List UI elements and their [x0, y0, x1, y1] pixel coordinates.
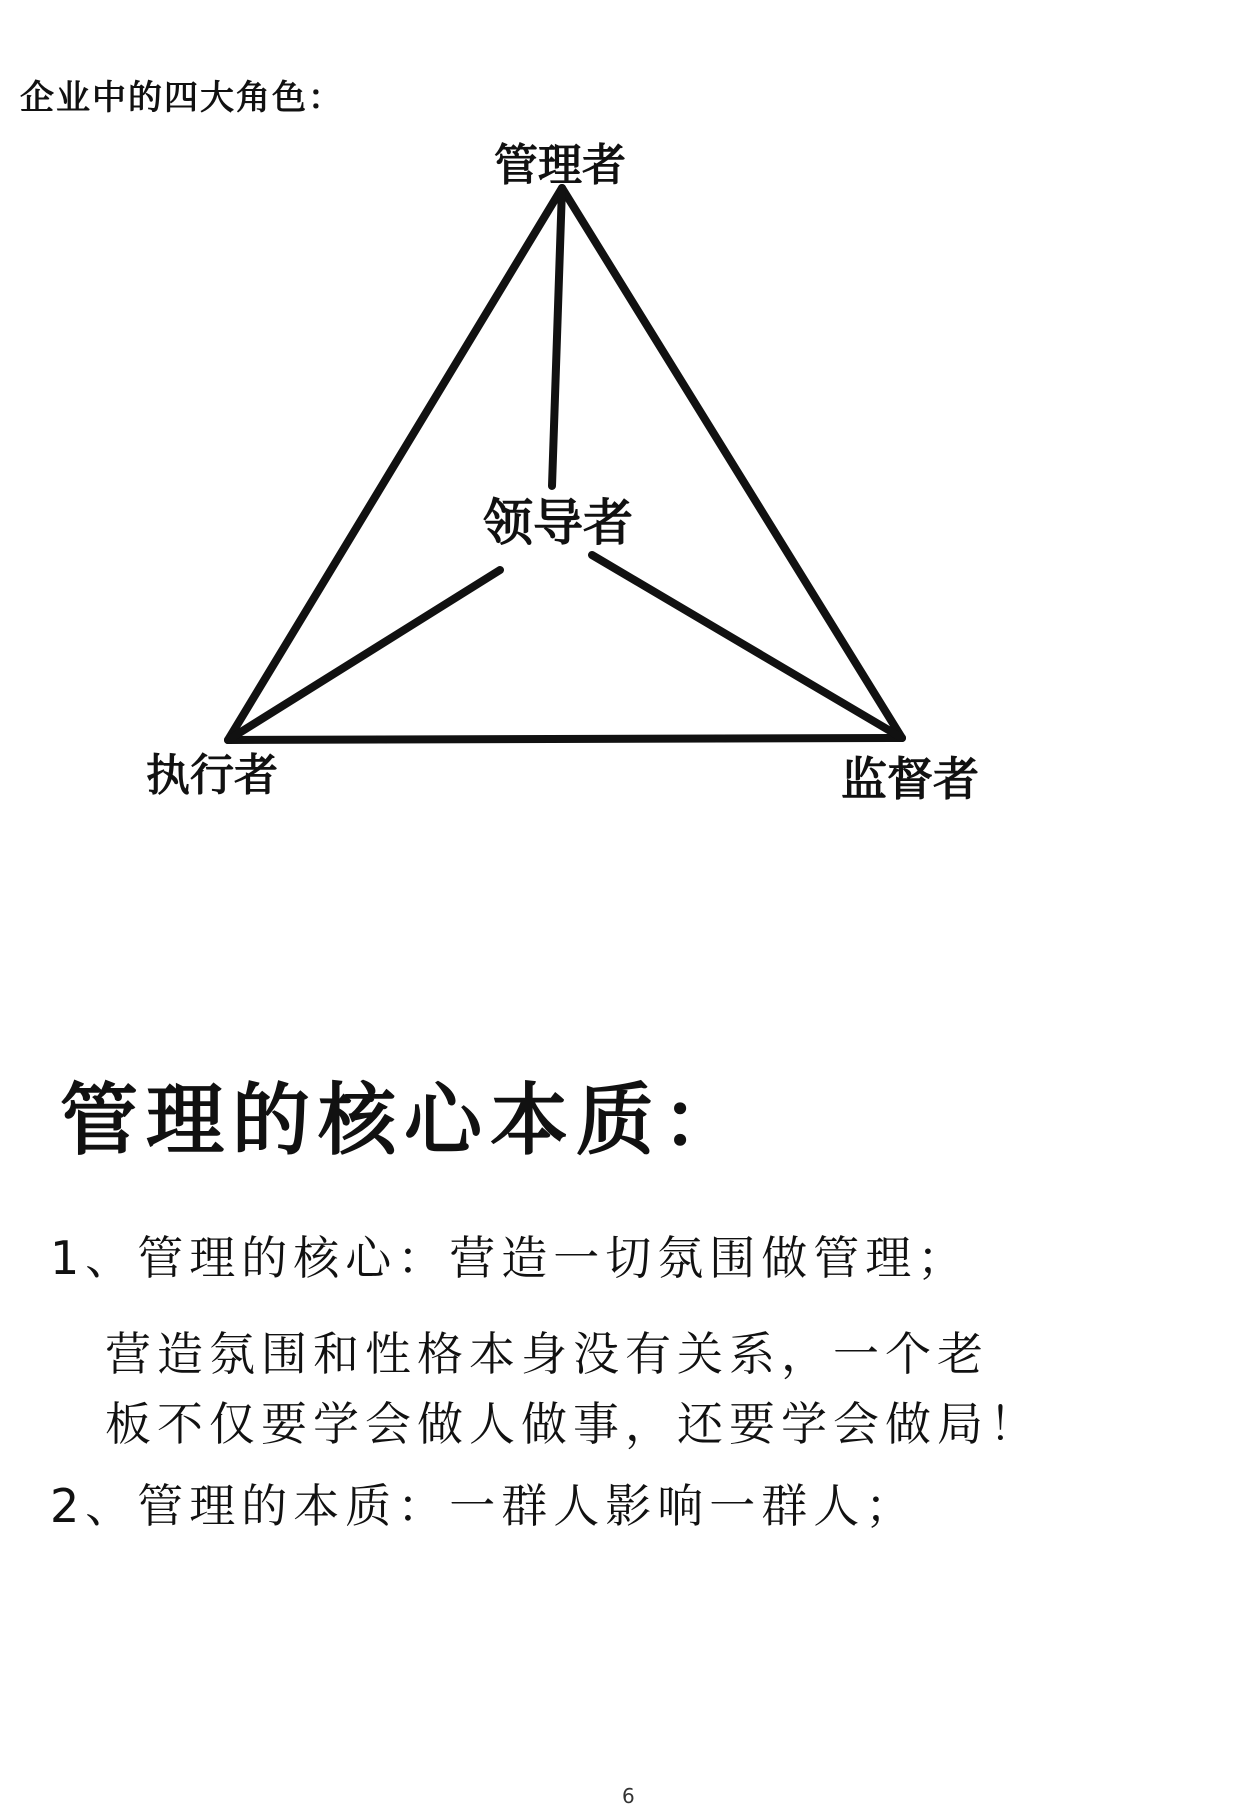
triangle-edge-bottom	[228, 738, 902, 740]
intro-heading: 企业中的四大角色：	[20, 78, 344, 118]
point-1-continuation-line-1: 营造氛围和性格本身没有关系，一个老	[105, 1327, 989, 1381]
triangle-edge-left	[228, 188, 562, 740]
point-1-number: 1、	[50, 1231, 138, 1285]
four-roles-diagram	[0, 0, 1253, 860]
connector-top-to-center	[552, 188, 562, 486]
role-label-manager: 管理者	[494, 140, 626, 191]
point-2	[50, 1470, 917, 1536]
connector-center-to-left	[228, 570, 500, 740]
point-1	[50, 1222, 969, 1288]
page-number: 6	[622, 1784, 635, 1808]
role-label-executor: 执行者	[146, 750, 278, 801]
point-1-text: 管理的核心：营造一切氛围做管理；	[137, 1231, 970, 1285]
triangle-edge-right	[562, 188, 902, 738]
connector-center-to-right	[592, 555, 902, 738]
role-label-supervisor: 监督者	[841, 752, 979, 806]
point-2-text: 管理的本质：一群人影响一群人；	[137, 1479, 918, 1533]
point-2-number: 2、	[50, 1479, 138, 1533]
point-1-continuation-line-2: 板不仅要学会做人做事，还要学会做局！	[105, 1397, 1041, 1451]
role-label-leader: 领导者	[483, 494, 633, 552]
section-title: 管理的核心本质：	[60, 1076, 749, 1166]
